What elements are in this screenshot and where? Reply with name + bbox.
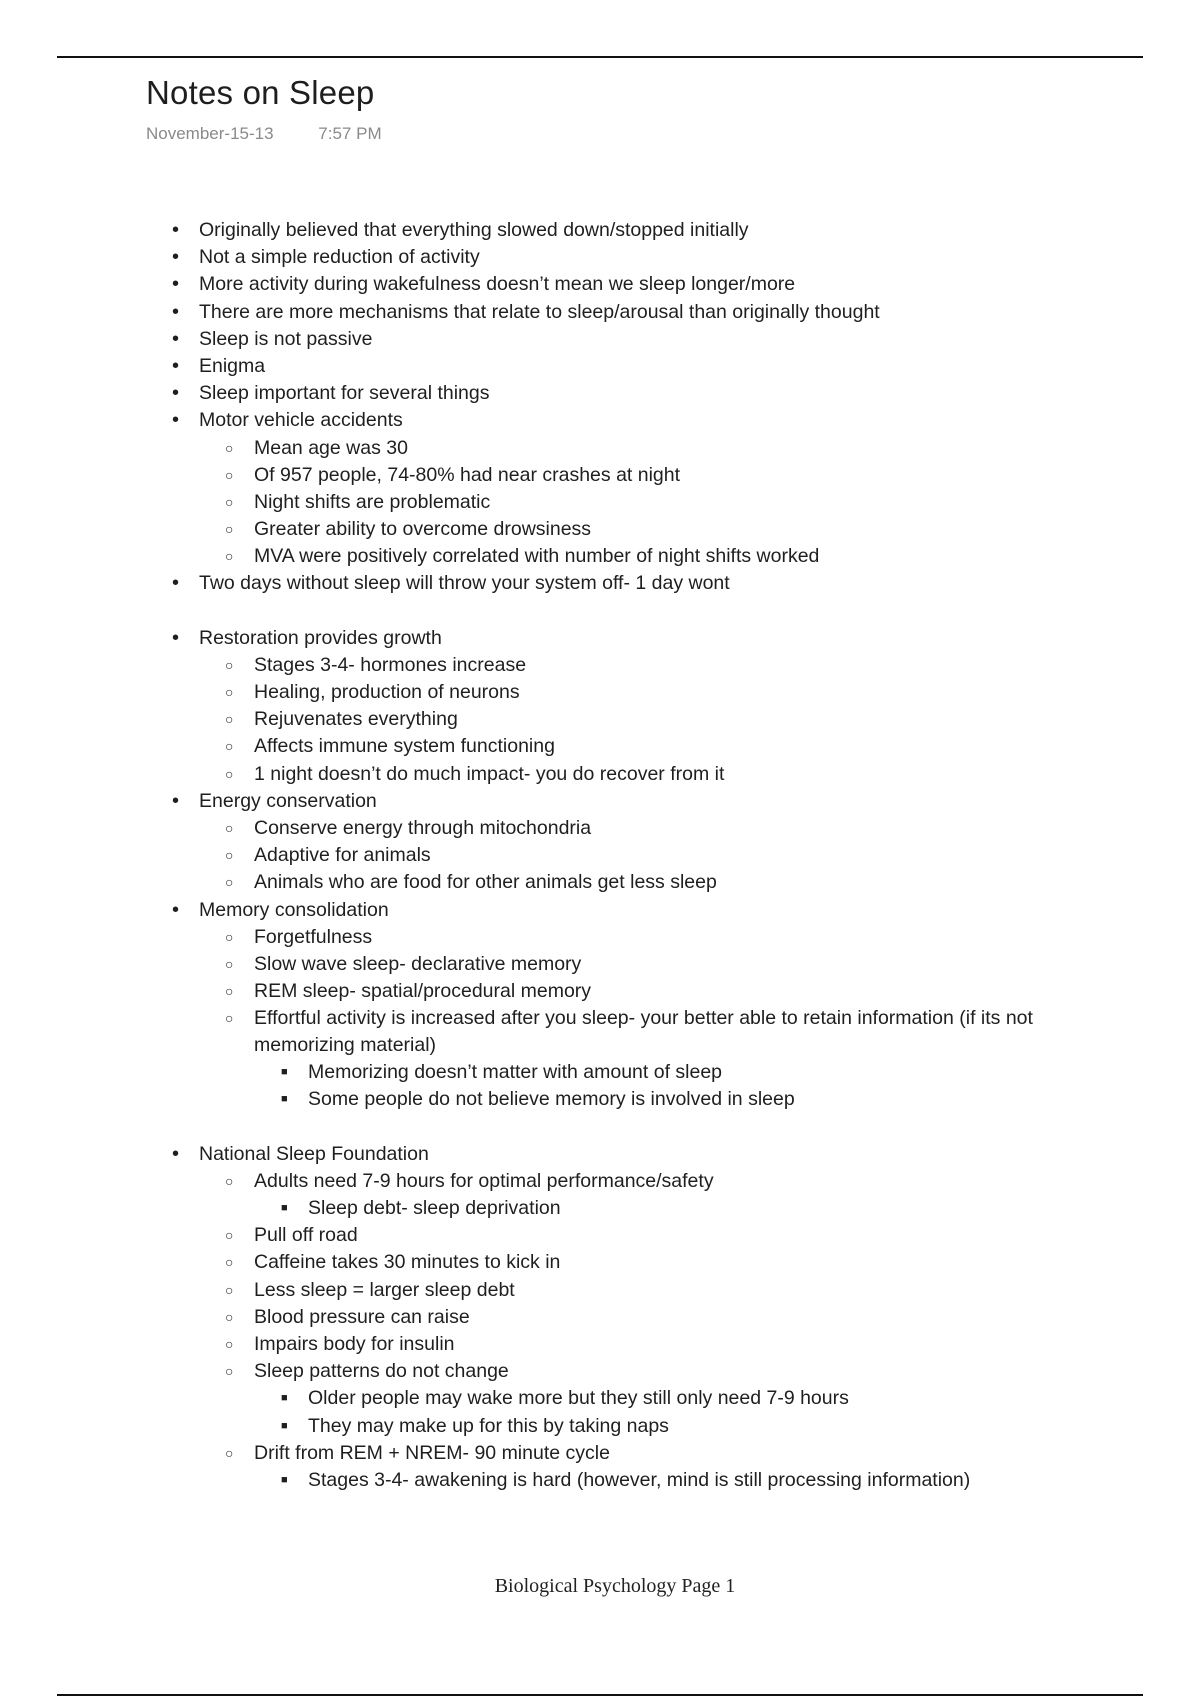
note-text: Impairs body for insulin <box>254 1332 455 1355</box>
note-text: Less sleep = larger sleep debt <box>254 1278 515 1301</box>
note-item-level-1 <box>0 380 1200 407</box>
note-text: Mean age was 30 <box>254 436 408 459</box>
bullet-circle-icon: ○ <box>225 684 234 700</box>
note-item-level-2 <box>0 652 1200 679</box>
bullet-circle-icon: ○ <box>225 493 234 510</box>
blank-line <box>0 598 1200 625</box>
note-text: Drift from REM + NREM- 90 minute cycle <box>254 1441 610 1464</box>
note-text: MVA were positively correlated with number of night shifts worked <box>254 545 820 568</box>
bullet-circle-icon: ○ <box>225 955 234 972</box>
note-item-level-1 <box>0 407 1200 434</box>
note-text: Enigma <box>199 354 266 377</box>
note-text: Blood pressure can raise <box>254 1305 470 1328</box>
note-item-level-2 <box>0 978 1200 1005</box>
note-text: Originally believed that everything slowed down/stopped initially <box>199 219 749 241</box>
bullet-square-icon: ■ <box>281 1392 288 1405</box>
note-item-level-1 <box>0 1141 1200 1168</box>
note-text: Stages 3-4- hormones increase <box>254 653 527 676</box>
note-item-level-2 <box>0 1222 1200 1249</box>
note-item-level-2 <box>0 1168 1200 1195</box>
note-text: Sleep is not passive <box>199 327 373 350</box>
bullet-dot-icon: • <box>172 219 180 241</box>
note-item-level-2 <box>0 462 1200 489</box>
bullet-circle-icon: ○ <box>225 1444 234 1461</box>
note-text: Forgetfulness <box>254 925 373 948</box>
bullet-dot-icon: • <box>172 789 180 812</box>
note-item-level-3 <box>0 1086 1200 1113</box>
note-item-level-2 <box>0 1440 1200 1467</box>
bullet-circle-icon: ○ <box>225 548 234 565</box>
note-item-level-2 <box>0 489 1200 516</box>
note-item-level-2 <box>0 1358 1200 1385</box>
bullet-dot-icon: • <box>172 327 180 350</box>
bullet-dot-icon: • <box>172 273 180 296</box>
note-text: Memory consolidation <box>199 898 389 921</box>
note-text: Sleep patterns do not change <box>254 1360 509 1383</box>
bullet-circle-icon: ○ <box>225 874 234 891</box>
note-item-level-2 <box>0 1304 1200 1331</box>
bullet-dot-icon: • <box>172 1142 180 1165</box>
bullet-dot-icon: • <box>172 300 180 323</box>
note-text: Memorizing doesn’t matter with amount of sleep <box>308 1061 723 1084</box>
bullet-circle-icon: ○ <box>225 819 234 836</box>
note-item-level-1 <box>0 217 1200 244</box>
page-title: Notes on Sleep <box>146 74 375 111</box>
bullet-square-icon: ■ <box>281 1093 288 1106</box>
page-meta <box>146 124 382 144</box>
bullet-circle-icon: ○ <box>225 983 234 1000</box>
page-footer: Biological Psychology Page 1 <box>494 1575 736 1597</box>
note-text: Slow wave sleep- declarative memory <box>254 952 582 975</box>
note-text: Restoration provides growth <box>199 626 442 649</box>
bullet-square-icon: ■ <box>281 1202 288 1214</box>
bullet-circle-icon: ○ <box>225 928 234 945</box>
bullet-circle-icon: ○ <box>225 656 234 673</box>
note-text: Effortful activity is increased after you sleep- your better able to retain information (if its not memorizing material) <box>254 1007 1033 1057</box>
note-item-level-2 <box>0 543 1200 570</box>
bullet-dot-icon: • <box>172 246 180 269</box>
note-item-level-1 <box>0 570 1200 597</box>
bullet-square-icon: ■ <box>281 1066 288 1079</box>
note-item-level-2 <box>0 1331 1200 1358</box>
note-item-level-3 <box>0 1467 1200 1494</box>
bottom-rule <box>57 1694 1143 1696</box>
bullet-circle-icon: ○ <box>225 1227 234 1244</box>
note-item-level-2 <box>0 706 1200 733</box>
note-text: Caffeine takes 30 minutes to kick in <box>254 1251 561 1274</box>
bullet-dot-icon: • <box>172 572 180 595</box>
note-text: They may make up for this by taking naps <box>308 1414 669 1437</box>
note-text: Motor vehicle accidents <box>199 409 403 432</box>
note-text: Older people may wake more but they still only need 7-9 hours <box>308 1387 849 1410</box>
note-item-level-1 <box>0 299 1200 326</box>
note-text: Pull off road <box>254 1224 358 1247</box>
bullet-circle-icon: ○ <box>225 765 234 782</box>
note-item-level-2 <box>0 679 1200 706</box>
notes-list <box>0 217 1200 1494</box>
note-item-level-2 <box>0 842 1200 869</box>
note-text: Sleep debt- sleep deprivation <box>308 1197 561 1219</box>
note-text: Not a simple reduction of activity <box>199 246 480 269</box>
note-item-level-2 <box>0 951 1200 978</box>
note-item-level-1 <box>0 788 1200 815</box>
note-text: Adults need 7-9 hours for optimal performance/safety <box>254 1169 714 1192</box>
note-text: Conserve energy through mitochondria <box>254 816 592 839</box>
note-text: Two days without sleep will throw your system off- 1 day wont <box>199 572 730 595</box>
note-text: 1 night doesn’t do much impact- you do recover from it <box>254 762 725 785</box>
bullet-circle-icon: ○ <box>225 466 234 483</box>
note-text: National Sleep Foundation <box>199 1142 429 1165</box>
page-date: November-15-13 <box>146 124 274 143</box>
note-text: Some people do not believe memory is involved in sleep <box>308 1088 795 1111</box>
note-text: Healing, production of neurons <box>254 681 520 703</box>
note-text: REM sleep- spatial/procedural memory <box>254 980 592 1003</box>
note-item-level-3 <box>0 1413 1200 1440</box>
note-text: There are more mechanisms that relate to sleep/arousal than originally thought <box>199 300 880 323</box>
bullet-circle-icon: ○ <box>225 521 234 538</box>
bullet-circle-icon: ○ <box>225 439 234 456</box>
bullet-dot-icon: • <box>172 898 180 921</box>
note-text: Stages 3-4- awakening is hard (however, mind is still processing information) <box>308 1468 971 1491</box>
note-item-level-1 <box>0 326 1200 353</box>
note-item-level-2 <box>0 924 1200 951</box>
note-item-level-1 <box>0 897 1200 924</box>
note-item-level-3 <box>0 1385 1200 1412</box>
blank-line <box>0 1114 1200 1141</box>
note-text: Sleep important for several things <box>199 382 490 405</box>
note-text: Affects immune system functioning <box>254 735 555 758</box>
note-item-level-2 <box>0 1249 1200 1276</box>
bullet-circle-icon: ○ <box>225 711 234 728</box>
bullet-square-icon: ■ <box>281 1473 288 1486</box>
bullet-dot-icon: • <box>172 382 180 405</box>
note-text: Night shifts are problematic <box>254 490 491 513</box>
note-item-level-2 <box>0 869 1200 896</box>
note-item-level-2 <box>0 733 1200 760</box>
note-item-level-2 <box>0 815 1200 842</box>
bullet-dot-icon: • <box>172 409 180 432</box>
bullet-circle-icon: ○ <box>225 1308 234 1325</box>
note-item-level-2 <box>0 1005 1200 1059</box>
bullet-dot-icon: • <box>172 354 180 377</box>
note-item-level-1 <box>0 271 1200 298</box>
bullet-circle-icon: ○ <box>225 1010 234 1027</box>
bullet-circle-icon: ○ <box>225 1254 234 1271</box>
note-text: Energy conservation <box>199 789 377 812</box>
note-item-level-2 <box>0 435 1200 462</box>
bullet-circle-icon: ○ <box>225 1335 234 1352</box>
note-item-level-2 <box>0 761 1200 788</box>
note-item-level-3 <box>0 1195 1200 1222</box>
note-item-level-1 <box>0 353 1200 380</box>
note-item-level-3 <box>0 1059 1200 1086</box>
note-text: More activity during wakefulness doesn’t mean we sleep longer/more <box>199 273 796 296</box>
note-text: Greater ability to overcome drowsiness <box>254 518 592 541</box>
note-text: Adaptive for animals <box>254 844 431 867</box>
note-text: Rejuvenates everything <box>254 708 458 731</box>
bullet-square-icon: ■ <box>281 1419 288 1432</box>
bullet-circle-icon: ○ <box>225 1172 234 1189</box>
bullet-circle-icon: ○ <box>225 738 234 755</box>
note-item-level-2 <box>0 516 1200 543</box>
note-item-level-1 <box>0 244 1200 271</box>
note-item-level-2 <box>0 1277 1200 1304</box>
note-item-level-1 <box>0 625 1200 652</box>
note-text: Of 957 people, 74-80% had near crashes at night <box>254 463 681 486</box>
bullet-circle-icon: ○ <box>225 1281 234 1298</box>
bullet-circle-icon: ○ <box>225 1363 234 1380</box>
note-text: Animals who are food for other animals get less sleep <box>254 871 717 894</box>
top-rule <box>57 56 1143 58</box>
page-time: 7:57 PM <box>318 124 382 143</box>
bullet-dot-icon: • <box>172 626 180 649</box>
bullet-circle-icon: ○ <box>225 847 234 864</box>
